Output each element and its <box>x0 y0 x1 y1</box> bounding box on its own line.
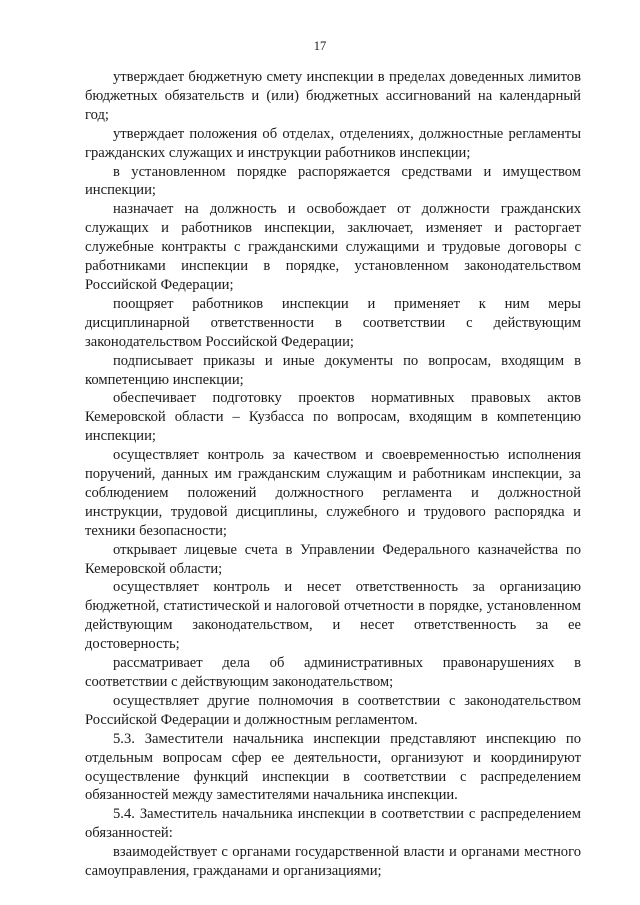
section-5-4: 5.4. Заместитель начальника инспекции в соответствии с распределением обязанностей: <box>85 806 581 842</box>
paragraph: назначает на должность и освобождает от должности гражданских служащих и работников инспекции, заключает, изменяет и расторгает служебные контракты с гражданскими служащими и трудовые договоры с работниками инспекции в порядке, установленном законодательством Российской Федерации; <box>85 201 581 293</box>
paragraph: поощряет работников инспекции и применяет к ним меры дисциплинарной ответственности в соответствии с действующим законодательством Российской Федерации; <box>85 295 581 350</box>
paragraph: осуществляет контроль и несет ответственность за организацию бюджетной, статистической и налоговой отчетности в порядке, установленном действующим законодательством, и несет ответственность за ее достоверность; <box>85 579 581 653</box>
paragraph: открывает лицевые счета в Управлении Федерального казначейства по Кемеровской области; <box>85 541 581 577</box>
paragraph: утверждает положения об отделах, отделениях, должностные регламенты гражданских служащих и инструкции работников инспекции; <box>85 125 581 161</box>
document-body <box>85 68 581 881</box>
paragraph: обеспечивает подготовку проектов нормативных правовых актов Кемеровской области – Кузбасса по вопросам, входящим в компетенцию инспекции; <box>85 390 581 445</box>
paragraph: рассматривает дела об административных правонарушениях в соответствии с действующим законодательством; <box>85 655 581 690</box>
paragraph: в установленном порядке распоряжается средствами и имуществом инспекции; <box>85 163 581 199</box>
page-number: 17 <box>313 39 327 53</box>
paragraph: утверждает бюджетную смету инспекции в пределах доведенных лимитов бюджетных обязательств и (или) бюджетных ассигнований на календарный год; <box>85 69 581 123</box>
section-5-3: 5.3. Заместители начальника инспекции представляют инспекцию по отдельным вопросам сфер ее деятельности, организуют и координируют осуществление функций инспекции в соответствии с распределением обязанностей между заместителями начальника инспекции. <box>85 730 581 804</box>
paragraph: взаимодействует с органами государственной власти и органами местного самоуправления, гражданами и организациями; <box>85 844 581 880</box>
paragraph: осуществляет контроль за качеством и своевременностью исполнения поручений, данных им гражданским служащим и работникам инспекции, за соблюдением положений должностного регламента и должностной инструкции, трудовой дисциплины, служебного и трудового распорядка и техники безопасности; <box>85 447 581 539</box>
paragraph: осуществляет другие полномочия в соответствии с законодательством Российской Федерации и должностным регламентом. <box>85 692 581 728</box>
paragraph: подписывает приказы и иные документы по вопросам, входящим в компетенцию инспекции; <box>85 352 581 388</box>
